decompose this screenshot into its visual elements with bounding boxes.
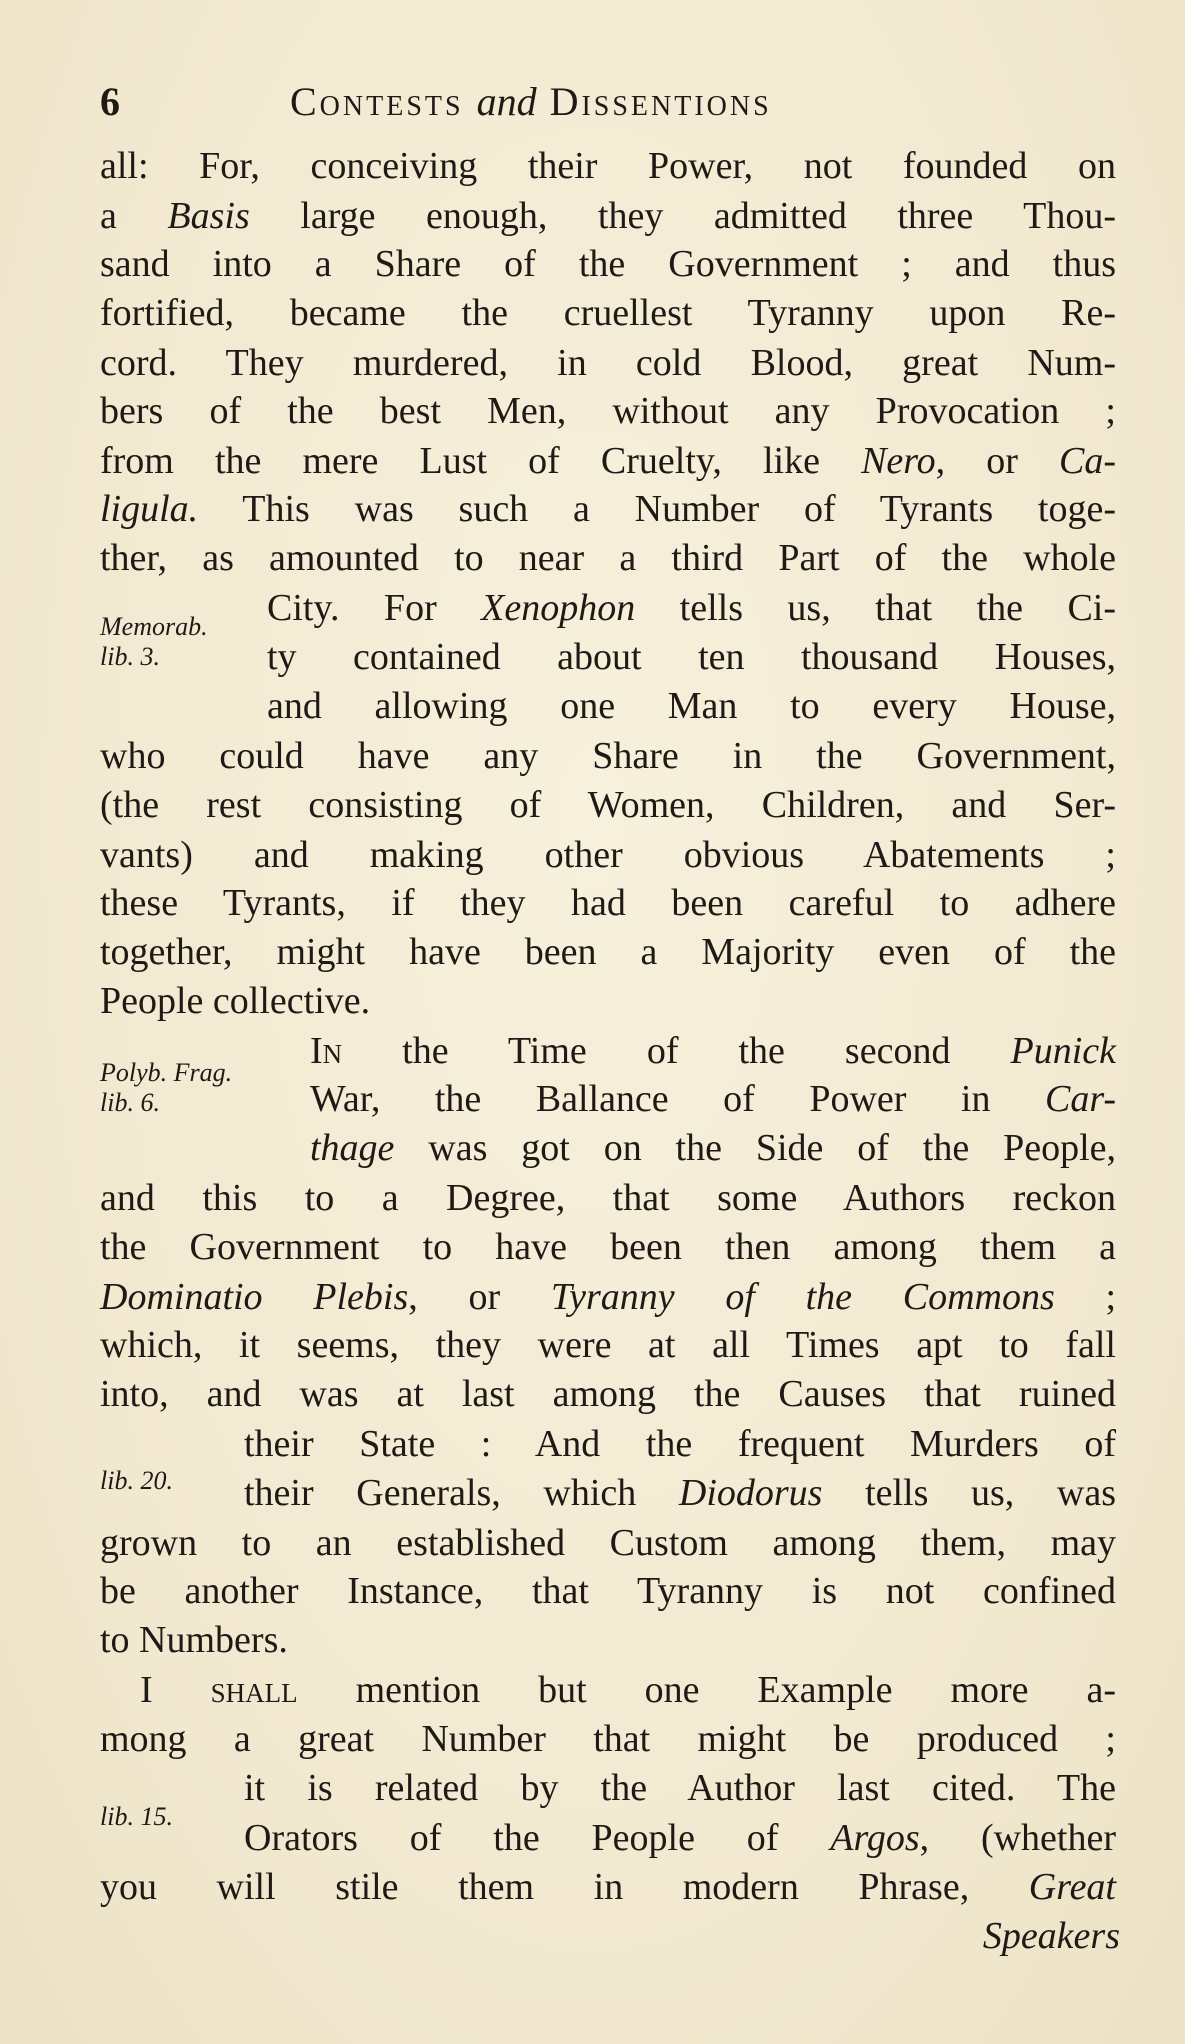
marginal-note-line: lib. 3. [100, 642, 160, 671]
title-and: and [476, 79, 537, 124]
text-line [100, 1221, 1116, 1273]
small-caps-text: In [310, 1030, 343, 1072]
text-line [100, 238, 1116, 290]
text-line [100, 190, 1116, 242]
text-run: Orators of the People of [244, 1817, 831, 1859]
italic-text: Great [1028, 1866, 1116, 1908]
italic-text: Argos [830, 1817, 920, 1859]
text-line [100, 385, 1116, 437]
text-run: fortified, became the cruellest Tyranny upon Re- [100, 292, 1116, 334]
text-line [100, 926, 1116, 978]
text-line [310, 1073, 1116, 1125]
text-line [960, 1910, 1120, 1962]
text-run: and allowing one Man to every House, [267, 685, 1116, 727]
text-line [267, 582, 1116, 634]
text-run: their State : And the frequent Murders of [244, 1423, 1116, 1465]
title-contests: Contests [290, 79, 464, 124]
text-line [100, 1713, 1116, 1765]
text-line [100, 1517, 1116, 1569]
text-line [100, 483, 1116, 535]
text-run: bers of the best Men, without any Provocation ; [100, 390, 1116, 432]
marginal-note-polyb [100, 1058, 232, 1118]
text-run: from the mere Lust of Cruelty, like [100, 440, 862, 482]
text-run: be another Instance, that Tyranny is not confined [100, 1570, 1116, 1612]
text-line [244, 1467, 1116, 1519]
text-run: City. For [267, 587, 482, 629]
text-run: grown to an established Custom among them, may [100, 1522, 1116, 1564]
text-run: a [100, 195, 168, 237]
italic-text: Punick [1010, 1030, 1116, 1072]
italic-text: thage [310, 1127, 395, 1169]
text-run: , or [408, 1276, 551, 1318]
italic-text: Diodorus [678, 1472, 823, 1514]
text-line [100, 1861, 1116, 1913]
text-run: tells us, that the Ci- [635, 587, 1116, 629]
text-run: the Government to have been then among them a [100, 1226, 1116, 1268]
text-run: large enough, they admitted three Thou- [249, 195, 1116, 237]
text-line [100, 337, 1116, 389]
text-run: War, the Ballance of Power in [310, 1078, 1045, 1120]
italic-text: Car- [1044, 1078, 1116, 1120]
text-run: tells us, was [822, 1472, 1116, 1514]
title-dissentions: Dissentions [549, 79, 772, 124]
text-line [100, 435, 1116, 487]
marginal-note-line: lib. 20. [100, 1466, 173, 1495]
text-run: ; [1054, 1276, 1117, 1318]
text-run: mention but one Example more a- [297, 1669, 1117, 1711]
text-run: who could have any Share in the Government, [100, 735, 1116, 777]
marginal-note-line: lib. 15. [100, 1802, 173, 1831]
text-run: their Generals, which [244, 1472, 679, 1514]
text-line [244, 1762, 1116, 1814]
text-line [100, 532, 1116, 584]
text-line [100, 975, 1116, 1027]
text-run: People collective. [100, 980, 371, 1022]
text-line [310, 1122, 1116, 1174]
text-run: to Numbers. [100, 1619, 288, 1661]
text-run: , or [935, 440, 1059, 482]
italic-text: ligula. [100, 488, 199, 530]
text-run: mong a great Number that might be produced ; [100, 1718, 1116, 1760]
italic-text: Nero [861, 440, 936, 482]
italic-text: Xenophon [481, 587, 636, 629]
text-run: vants) and making other obvious Abatements ; [100, 834, 1116, 876]
text-line [100, 1368, 1116, 1420]
text-run: into, and was at last among the Causes that ruined [100, 1373, 1116, 1415]
text-line [267, 631, 1116, 683]
text-line [100, 730, 1116, 782]
text-line [100, 1565, 1116, 1617]
text-line [244, 1812, 1116, 1864]
text-line [100, 1319, 1116, 1371]
marginal-note-lib15 [100, 1802, 173, 1832]
running-header [100, 78, 1125, 128]
text-run: was got on the Side of the People, [394, 1127, 1116, 1169]
italic-text: Tyranny of the Commons [550, 1276, 1055, 1318]
text-run: together, might have been a Majority even of the [100, 931, 1116, 973]
page-number: 6 [100, 79, 120, 124]
text-run: sand into a Share of the Government ; and thus [100, 243, 1116, 285]
running-title [290, 78, 772, 125]
text-line [100, 140, 1116, 192]
text-line [100, 779, 1116, 831]
text-run: these Tyrants, if they had been careful to adhere [100, 882, 1116, 924]
text-run: cord. They murdered, in cold Blood, great Num- [100, 342, 1116, 384]
text-run: the Time of the second [342, 1030, 1011, 1072]
text-line [100, 829, 1116, 881]
text-line [100, 1172, 1116, 1224]
text-run: ther, as amounted to near a third Part of the whole [100, 537, 1116, 579]
italic-text: Speakers [982, 1915, 1120, 1957]
text-line [100, 287, 1116, 339]
text-line [310, 1025, 1116, 1077]
text-run: This was such a Number of Tyrants toge- [198, 488, 1116, 530]
text-run: and this to a Degree, that some Authors reckon [100, 1177, 1116, 1219]
text-run: , (whether [919, 1817, 1116, 1859]
text-line [100, 1614, 1116, 1666]
text-run: which, it seems, they were at all Times apt to fall [100, 1324, 1116, 1366]
text-line [100, 877, 1116, 929]
text-line [267, 680, 1116, 732]
text-line [244, 1418, 1116, 1470]
marginal-note-line: Memorab. [100, 612, 208, 641]
text-run: (the rest consisting of Women, Children, and Ser- [100, 784, 1116, 826]
text-run: all: For, conceiving their Power, not founded on [100, 145, 1116, 187]
marginal-note-lib20 [100, 1466, 173, 1496]
marginal-note-memorab [100, 612, 208, 672]
text-run: ty contained about ten thousand Houses, [267, 636, 1116, 678]
italic-text: Ca- [1059, 440, 1116, 482]
italic-text: Basis [167, 195, 250, 237]
text-run: it is related by the Author last cited. The [244, 1767, 1116, 1809]
small-caps-text: I shall [140, 1669, 298, 1711]
text-run: you will stile them in modern Phrase, [100, 1866, 1029, 1908]
text-line [140, 1664, 1116, 1716]
marginal-note-line: Polyb. Frag. [100, 1058, 233, 1087]
marginal-note-line: lib. 6. [100, 1088, 160, 1117]
italic-text: Dominatio Plebis [100, 1276, 409, 1318]
text-line [100, 1271, 1116, 1323]
